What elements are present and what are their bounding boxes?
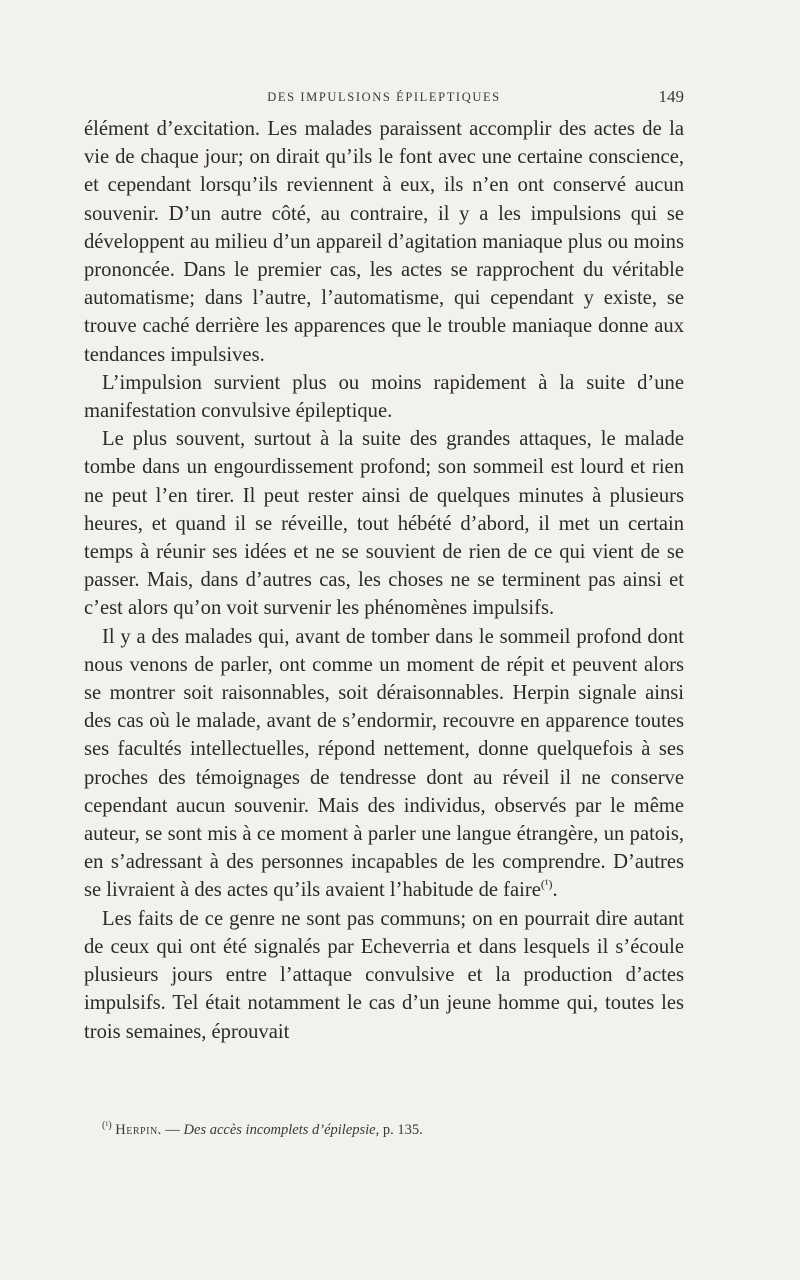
body-text xyxy=(84,115,684,1046)
footnote-page: p. 135. xyxy=(382,1122,423,1138)
paragraph-5: Les faits de ce genre ne sont pas communs; on en pourrait dire autant de ceux qui ont été signalés par Echeverria et dans lesquels il s’écoule plusieurs jours entre l’attaque convulsive et la production d’actes impulsifs. Tel était notamment le cas d’un jeune homme qui, toutes les trois semaines, éprouvait xyxy=(84,907,684,1043)
footnote-author: Herpin. xyxy=(115,1122,162,1138)
paragraph-3: Le plus souvent, surtout à la suite des grandes attaques, le malade tombe dans un engourdissement profond; son sommeil est lourd et rien ne peut l’en tirer. Il peut rester ainsi de quelques minutes à plusieurs heures, et quand il se réveille, tout hébété d’abord, il met un certain temps à réunir ses idées et ne se souvient de rien de ce qui vient de se passer. Mais, dans d’autres cas, les choses ne se terminent pas ainsi et c’est alors qu’on voit survenir les phénomènes impulsifs. xyxy=(84,428,684,620)
paragraph-2: L’impulsion survient plus ou moins rapidement à la suite d’une manifestation convulsive épileptique. xyxy=(84,371,684,423)
paragraph-4 xyxy=(84,623,684,905)
paragraph-4-end: . xyxy=(552,879,558,902)
page-number: 149 xyxy=(658,87,684,106)
paragraph-1: élément d’excitation. Les malades paraissent accomplir des actes de la vie de chaque jour; on dirait qu’ils le font avec une certaine conscience, et cependant lorsqu’ils reviennent à eux, ils n’en ont conservé aucun souvenir. D’un autre côté, au contraire, il y a les impulsions qui se développent au milieu d’un appareil d’agitation maniaque plus ou moins prononcée. Dans le premier cas, les actes se rapprochent du véritable automatisme; dans l’autre, l’automatisme, qui cependant y existe, se trouve caché derrière les apparences que le trouble maniaque donne aux tendances impulsives. xyxy=(84,118,684,366)
footnote xyxy=(102,1122,682,1139)
footnote-title: Des accès incomplets d’épilepsie, xyxy=(183,1122,380,1138)
paragraph-4-text: Il y a des malades qui, avant de tomber dans le sommeil profond dont nous venons de parler, ont comme un moment de répit et peuvent alors se montrer soit raisonnables, soit déraisonnables. Herpin signale ainsi des cas où le malade, avant de s’endormir, recouvre en apparence toutes ses facultés intellectuelles, répond nettement, donne quelquefois à ses proches des témoignages de tendresse dont au réveil il ne conserve cependant aucun souvenir. Mais des individus, observés par le même auteur, se sont mis à ce moment à parler une langue étrangère, un patois, en s’adressant à des personnes incapables de les comprendre. D’autres se livraient à des actes qu’ils avaient l’habitude de faire xyxy=(84,625,684,902)
running-header xyxy=(84,87,684,114)
footnote-reference[interactable]: (¹) xyxy=(540,877,553,892)
footnote-separator: — xyxy=(165,1122,180,1138)
running-title: DES IMPULSIONS ÉPILEPTIQUES xyxy=(267,90,501,104)
footnote-marker: (¹) xyxy=(102,1120,112,1132)
